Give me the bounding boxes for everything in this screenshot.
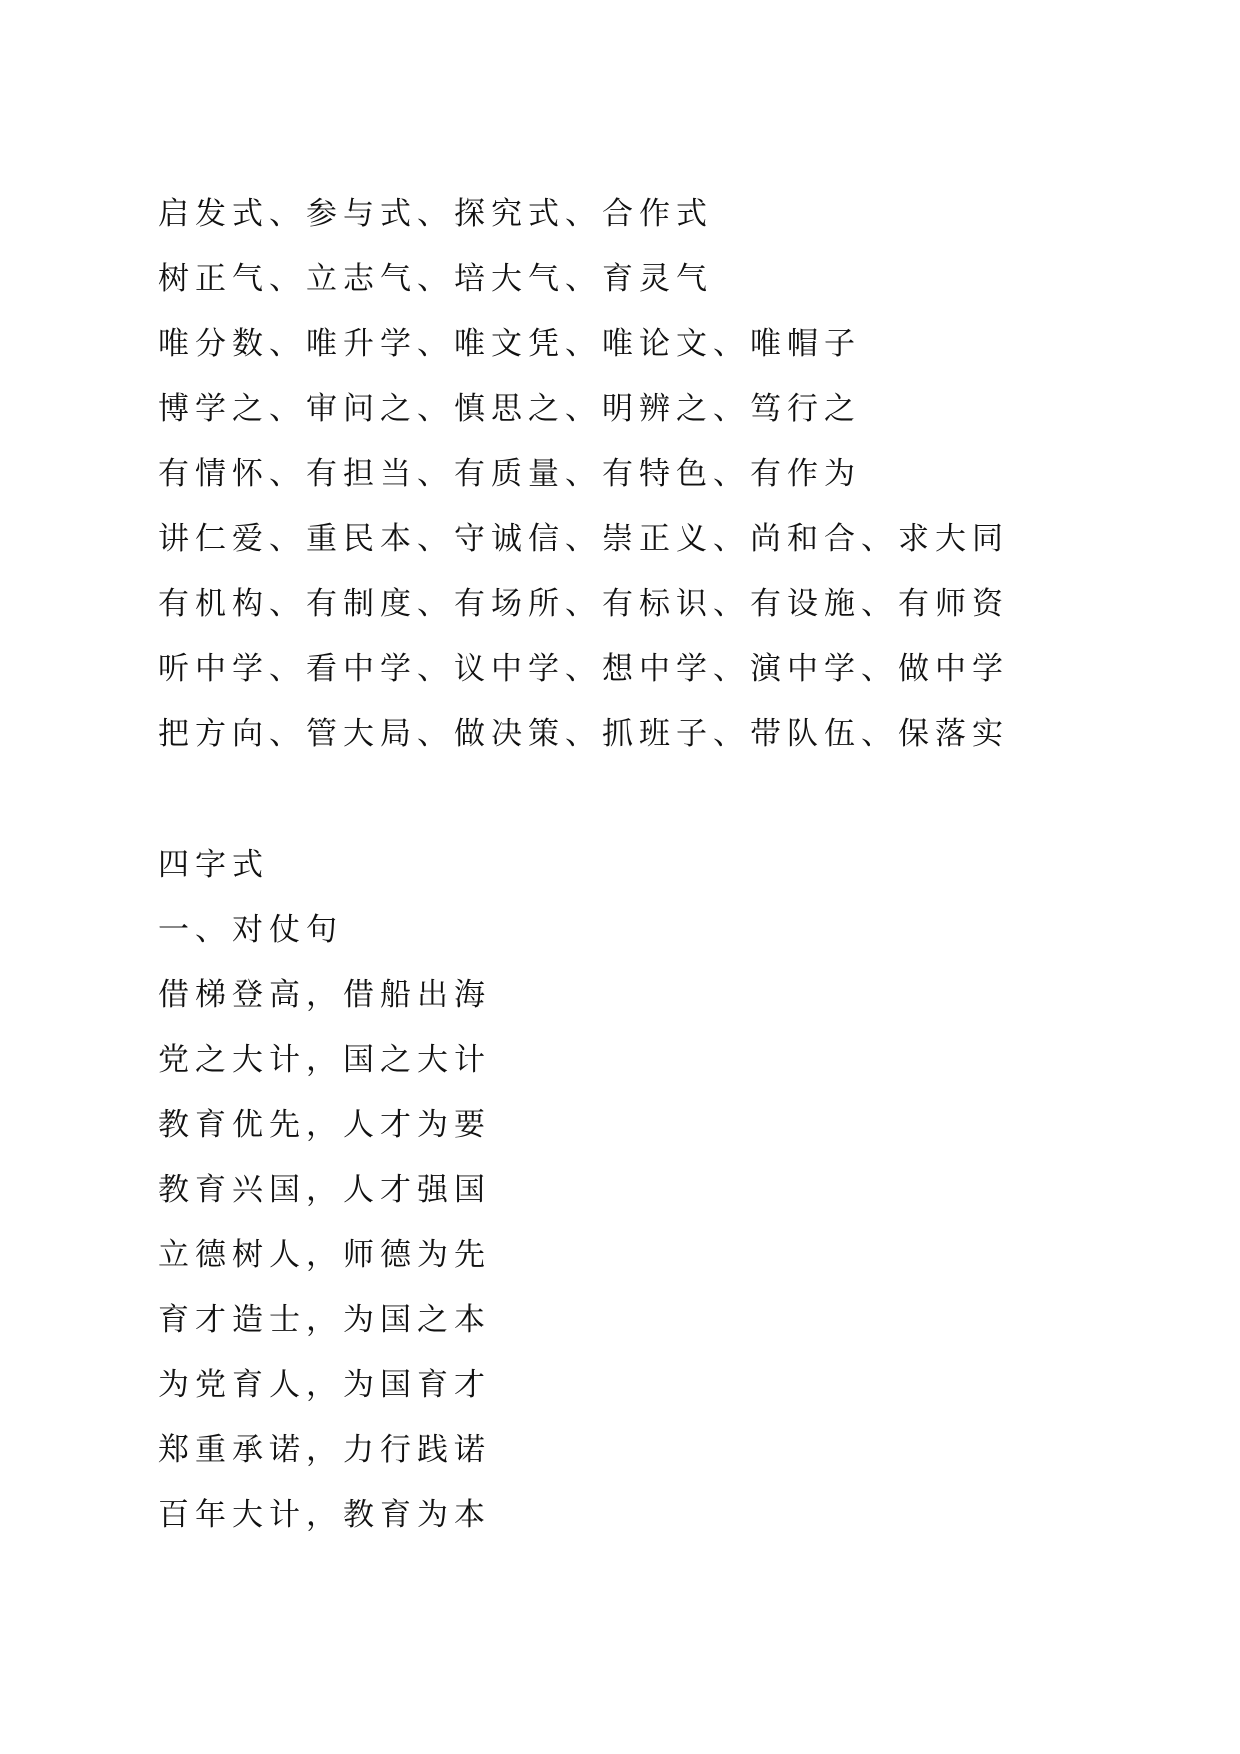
text-line: 树正气、立志气、培大气、育灵气	[158, 261, 713, 297]
text-line: 有机构、有制度、有场所、有标识、有设施、有师资	[158, 586, 1009, 622]
text-line: 有情怀、有担当、有质量、有特色、有作为	[158, 456, 861, 492]
text-line: 育才造士，为国之本	[158, 1302, 491, 1338]
text-line: 教育优先，人才为要	[158, 1107, 491, 1143]
text-line: 党之大计，国之大计	[158, 1042, 491, 1078]
text-line: 借梯登高，借船出海	[158, 977, 491, 1013]
text-line: 为党育人，为国育才	[158, 1367, 491, 1403]
section-heading: 四字式	[158, 847, 269, 883]
text-line: 启发式、参与式、探究式、合作式	[158, 196, 713, 232]
text-line: 立德树人，师德为先	[158, 1237, 491, 1273]
text-line: 唯分数、唯升学、唯文凭、唯论文、唯帽子	[158, 326, 861, 362]
subsection-heading: 一、对仗句	[158, 912, 343, 948]
text-line: 讲仁爱、重民本、守诚信、崇正义、尚和合、求大同	[158, 521, 1009, 557]
text-line: 郑重承诺，力行践诺	[158, 1432, 491, 1468]
text-line: 教育兴国，人才强国	[158, 1172, 491, 1208]
text-line: 把方向、管大局、做决策、抓班子、带队伍、保落实	[158, 716, 1009, 752]
text-line: 听中学、看中学、议中学、想中学、演中学、做中学	[158, 651, 1009, 687]
text-line: 博学之、审问之、慎思之、明辨之、笃行之	[158, 391, 861, 427]
text-line: 百年大计，教育为本	[158, 1497, 491, 1533]
